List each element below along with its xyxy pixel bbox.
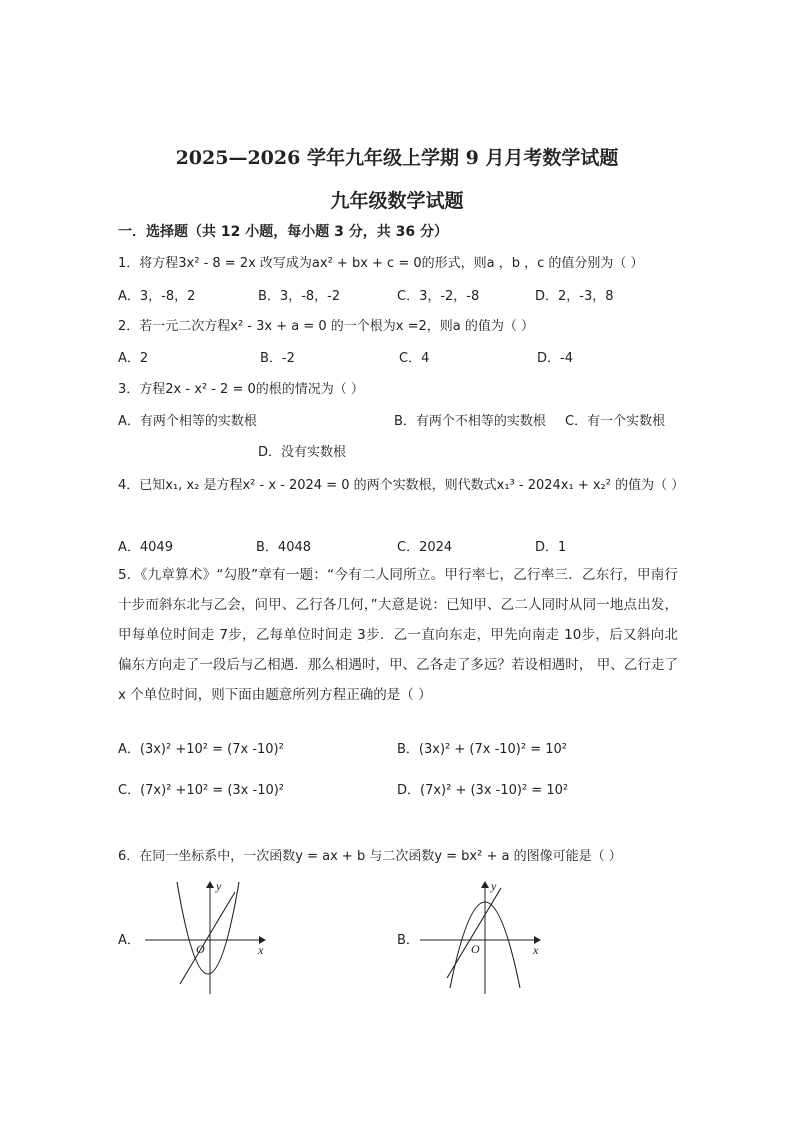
- graph-b: [415, 876, 550, 996]
- origin-label: O: [471, 942, 480, 956]
- y-axis-label: y: [491, 879, 497, 893]
- exam-title: 2025—2026 学年九年级上学期 9 月月考数学试题: [175, 147, 619, 169]
- x-axis-label: x: [258, 943, 264, 957]
- question-4-stem: 4．已知x₁, x₂ 是方程x² - x - 2024 = 0 的两个实数根，则代数式x₁³ - 2024x₁ + x₂² 的值为（ ）: [118, 478, 685, 493]
- origin-label: O: [196, 942, 205, 956]
- q5-option-d: D．(7x)² + (3x -10)² = 10²: [397, 783, 569, 798]
- q3-option-d: D．没有实数根: [258, 445, 347, 460]
- q2-option-a: A．2: [118, 351, 149, 366]
- q5-option-b: B．(3x)² + (7x -10)² = 10²: [397, 742, 567, 757]
- q3-option-b: B．有两个不相等的实数根: [394, 414, 546, 429]
- q4-option-b: B．4048: [256, 540, 312, 555]
- q2-option-c: C．4: [399, 351, 430, 366]
- q1-option-a: A．3，-8，2: [118, 289, 196, 304]
- q2-option-b: B．-2: [260, 351, 295, 366]
- question-1-stem: 1．将方程3x² - 8 = 2x 改写成为ax² + bx + c = 0的形式，则a ，b ，c 的值分别为（ ）: [118, 256, 644, 271]
- straight-line: [447, 888, 501, 978]
- question-5-stem: 5．《九章算术》“勾股”章有一题：“今有二人同所立。甲行率七，乙行率三．乙东行，甲南行十步而斜东北与乙会，问甲、乙行各几何，”大意是说：已知甲、乙二人同时从同一地点出发，甲每单位时间走 7步，乙每单位时间走 3步．乙一直向东走，甲先向南走 10步，后又斜向北偏东方向走了一段后与乙相遇．那么相遇时，甲、乙各走了多远？若设相遇时， 甲、乙行走了x 个单位时间，则下面由题意所列方程正确的是（ ）: [118, 567, 678, 703]
- graph-a: [140, 876, 275, 996]
- question-2-stem: 2．若一元二次方程x² - 3x + a = 0 的一个根为x =2，则a 的值为（ ）: [118, 319, 535, 334]
- parabola-upward: [177, 882, 239, 974]
- q6-option-a-label: A．: [118, 933, 140, 948]
- question-3-stem: 3．方程2x - x² - 2 = 0的根的情况为（ ）: [118, 382, 364, 397]
- q5-option-a: A．(3x)² +10² = (7x -10)²: [118, 742, 284, 757]
- q5-option-c: C．(7x)² +10² = (3x -10)²: [118, 783, 285, 798]
- exam-subtitle: 九年级数学试题: [330, 190, 464, 212]
- x-axis-label: x: [533, 943, 539, 957]
- section-heading: 一．选择题（共 12 小题，每小题 3 分，共 36 分）: [118, 224, 448, 240]
- y-axis-label: y: [216, 879, 222, 893]
- q1-option-d: D．2，-3，8: [535, 289, 614, 304]
- q2-option-d: D．-4: [537, 351, 573, 366]
- q4-option-c: C．2024: [397, 540, 453, 555]
- q4-option-a: A．4049: [118, 540, 173, 555]
- question-6-stem: 6．在同一坐标系中，一次函数y = ax + b 与二次函数y = bx² + a 的图像可能是（ ）: [118, 849, 622, 864]
- q1-option-c: C．3，-2，-8: [397, 289, 480, 304]
- q6-option-b-label: B．: [397, 933, 419, 948]
- q3-option-a: A．有两个相等的实数根: [118, 414, 257, 429]
- q4-option-d: D．1: [535, 540, 567, 555]
- q1-option-b: B．3，-8，-2: [258, 289, 341, 304]
- q3-option-c: C．有一个实数根: [565, 414, 666, 429]
